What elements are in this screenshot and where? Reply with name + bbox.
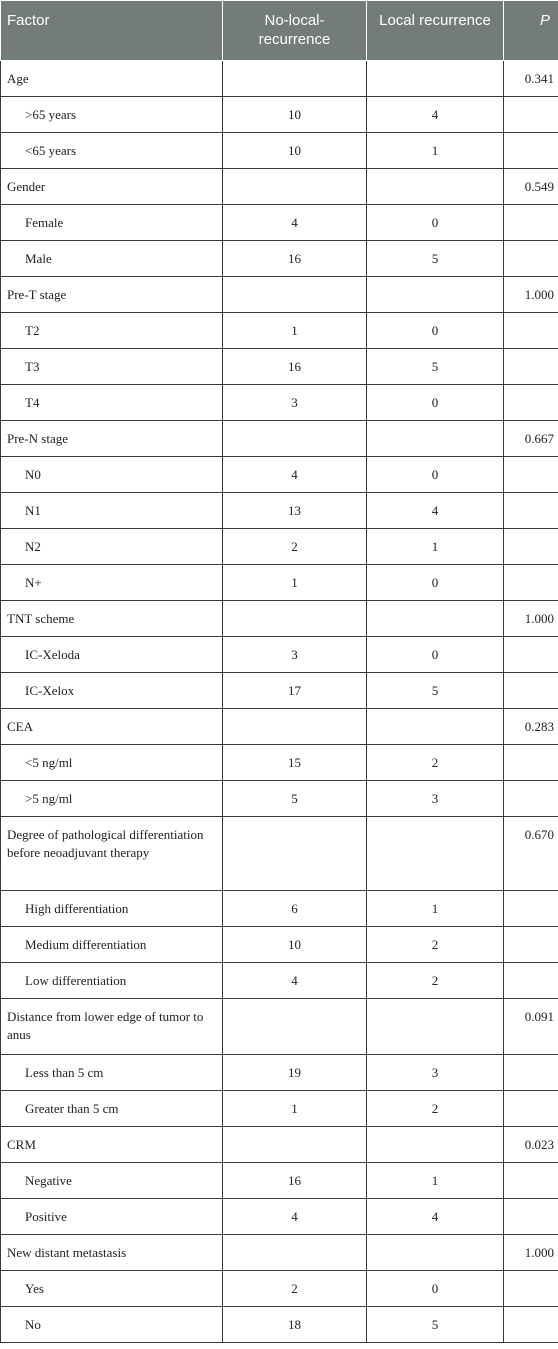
subcategory-label: <5 ng/ml (1, 745, 223, 781)
p-value: 0.023 (504, 1127, 558, 1163)
table-row (1, 241, 558, 277)
table-row (1, 673, 558, 709)
empty-cell (367, 421, 504, 457)
table-row (1, 1055, 558, 1091)
local-recurrence-count: 1 (367, 891, 504, 927)
subcategory-label: Positive (1, 1199, 223, 1235)
no-local-recurrence-count: 5 (223, 781, 367, 817)
factor-group-row (1, 169, 558, 205)
empty-cell (504, 241, 558, 277)
subcategory-label: N+ (1, 565, 223, 601)
empty-cell (223, 277, 367, 313)
table-row (1, 1163, 558, 1199)
no-local-recurrence-count: 2 (223, 1271, 367, 1307)
factor-group-row (1, 277, 558, 313)
factor-group-row (1, 1235, 558, 1271)
no-local-recurrence-count: 17 (223, 673, 367, 709)
local-recurrence-count: 0 (367, 385, 504, 421)
empty-cell (367, 709, 504, 745)
local-recurrence-count: 1 (367, 133, 504, 169)
no-local-recurrence-count: 16 (223, 1163, 367, 1199)
subcategory-label: N2 (1, 529, 223, 565)
table-row (1, 133, 558, 169)
p-value: 0.549 (504, 169, 558, 205)
empty-cell (367, 169, 504, 205)
p-value: 1.000 (504, 1235, 558, 1271)
factor-group-row (1, 601, 558, 637)
empty-cell (504, 1163, 558, 1199)
no-local-recurrence-count: 4 (223, 963, 367, 999)
empty-cell (367, 817, 504, 891)
local-recurrence-count: 5 (367, 241, 504, 277)
empty-cell (367, 1235, 504, 1271)
p-value: 0.341 (504, 61, 558, 97)
table-row (1, 529, 558, 565)
empty-cell (504, 97, 558, 133)
local-recurrence-count: 1 (367, 1163, 504, 1199)
subcategory-label: High differentiation (1, 891, 223, 927)
factor-label: Pre-T stage (1, 277, 223, 313)
subcategory-label: Low differentiation (1, 963, 223, 999)
empty-cell (223, 1235, 367, 1271)
local-recurrence-count: 4 (367, 1199, 504, 1235)
local-recurrence-count: 0 (367, 313, 504, 349)
empty-cell (223, 421, 367, 457)
subcategory-label: >65 years (1, 97, 223, 133)
factor-group-row (1, 817, 558, 891)
table-row (1, 97, 558, 133)
empty-cell (223, 601, 367, 637)
no-local-recurrence-count: 4 (223, 205, 367, 241)
no-local-recurrence-count: 16 (223, 349, 367, 385)
local-recurrence-count: 4 (367, 97, 504, 133)
empty-cell (504, 205, 558, 241)
table-row (1, 457, 558, 493)
no-local-recurrence-count: 4 (223, 1199, 367, 1235)
no-local-recurrence-count: 1 (223, 313, 367, 349)
subcategory-label: T4 (1, 385, 223, 421)
subcategory-label: Negative (1, 1163, 223, 1199)
table-row (1, 493, 558, 529)
empty-cell (504, 963, 558, 999)
factor-label: Age (1, 61, 223, 97)
subcategory-label: Yes (1, 1271, 223, 1307)
local-recurrence-count: 2 (367, 1091, 504, 1127)
empty-cell (504, 493, 558, 529)
no-local-recurrence-count: 18 (223, 1307, 367, 1343)
no-local-recurrence-count: 4 (223, 457, 367, 493)
no-local-recurrence-count: 10 (223, 133, 367, 169)
factor-group-row (1, 709, 558, 745)
subcategory-label: No (1, 1307, 223, 1343)
subcategory-label: Greater than 5 cm (1, 1091, 223, 1127)
empty-cell (504, 781, 558, 817)
no-local-recurrence-count: 1 (223, 565, 367, 601)
empty-cell (504, 133, 558, 169)
no-local-recurrence-count: 10 (223, 927, 367, 963)
subcategory-label: N0 (1, 457, 223, 493)
local-recurrence-count: 0 (367, 1271, 504, 1307)
no-local-recurrence-count: 10 (223, 97, 367, 133)
empty-cell (223, 817, 367, 891)
local-recurrence-count: 0 (367, 205, 504, 241)
empty-cell (367, 277, 504, 313)
no-local-recurrence-count: 6 (223, 891, 367, 927)
local-recurrence-count: 5 (367, 673, 504, 709)
no-local-recurrence-count: 3 (223, 637, 367, 673)
empty-cell (504, 1271, 558, 1307)
local-recurrence-count: 0 (367, 637, 504, 673)
local-recurrence-count: 1 (367, 529, 504, 565)
header-local-recurrence: Local recurrence (367, 1, 504, 61)
factor-label: Gender (1, 169, 223, 205)
local-recurrence-count: 0 (367, 457, 504, 493)
empty-cell (223, 999, 367, 1055)
table-row (1, 1307, 558, 1343)
no-local-recurrence-count: 15 (223, 745, 367, 781)
empty-cell (223, 709, 367, 745)
empty-cell (504, 385, 558, 421)
subcategory-label: Medium differentiation (1, 927, 223, 963)
subcategory-label: Less than 5 cm (1, 1055, 223, 1091)
empty-cell (504, 1091, 558, 1127)
empty-cell (504, 529, 558, 565)
table-row (1, 745, 558, 781)
table-body (1, 61, 558, 1343)
header-factor: Factor (1, 1, 223, 61)
local-recurrence-count: 2 (367, 963, 504, 999)
local-recurrence-count: 5 (367, 349, 504, 385)
table-row (1, 781, 558, 817)
empty-cell (367, 61, 504, 97)
local-recurrence-count: 5 (367, 1307, 504, 1343)
subcategory-label: >5 ng/ml (1, 781, 223, 817)
table-row (1, 891, 558, 927)
no-local-recurrence-count: 13 (223, 493, 367, 529)
table-row (1, 1271, 558, 1307)
p-value: 1.000 (504, 277, 558, 313)
empty-cell (504, 1307, 558, 1343)
no-local-recurrence-count: 16 (223, 241, 367, 277)
p-value: 1.000 (504, 601, 558, 637)
factor-label: CRM (1, 1127, 223, 1163)
empty-cell (504, 745, 558, 781)
table-row (1, 1199, 558, 1235)
table-row (1, 927, 558, 963)
factor-group-row (1, 999, 558, 1055)
empty-cell (504, 457, 558, 493)
subcategory-label: Female (1, 205, 223, 241)
local-recurrence-count: 2 (367, 745, 504, 781)
local-recurrence-count: 3 (367, 781, 504, 817)
subcategory-label: IC-Xelox (1, 673, 223, 709)
subcategory-label: N1 (1, 493, 223, 529)
table-header-row (1, 1, 558, 61)
empty-cell (367, 999, 504, 1055)
factor-group-row (1, 61, 558, 97)
subcategory-label: T3 (1, 349, 223, 385)
header-p-value: P (504, 1, 558, 61)
empty-cell (504, 313, 558, 349)
subcategory-label: Male (1, 241, 223, 277)
empty-cell (504, 637, 558, 673)
table-row (1, 385, 558, 421)
empty-cell (504, 349, 558, 385)
factor-group-row (1, 421, 558, 457)
factor-label: Degree of pathological differentiation before neoadjuvant therapy (1, 817, 223, 891)
empty-cell (223, 61, 367, 97)
local-recurrence-count: 2 (367, 927, 504, 963)
table-row (1, 1091, 558, 1127)
factor-group-row (1, 1127, 558, 1163)
factor-label: Distance from lower edge of tumor to anus (1, 999, 223, 1055)
empty-cell (223, 169, 367, 205)
p-value: 0.283 (504, 709, 558, 745)
empty-cell (504, 565, 558, 601)
factor-label: New distant metastasis (1, 1235, 223, 1271)
table-row (1, 565, 558, 601)
empty-cell (504, 927, 558, 963)
p-value: 0.091 (504, 999, 558, 1055)
empty-cell (223, 1127, 367, 1163)
no-local-recurrence-count: 2 (223, 529, 367, 565)
table-row (1, 637, 558, 673)
empty-cell (504, 1055, 558, 1091)
local-recurrence-count: 0 (367, 565, 504, 601)
empty-cell (367, 601, 504, 637)
factor-label: Pre-N stage (1, 421, 223, 457)
table-row (1, 963, 558, 999)
no-local-recurrence-count: 3 (223, 385, 367, 421)
subcategory-label: IC-Xeloda (1, 637, 223, 673)
local-recurrence-count: 4 (367, 493, 504, 529)
p-value: 0.667 (504, 421, 558, 457)
local-recurrence-count: 3 (367, 1055, 504, 1091)
p-value: 0.670 (504, 817, 558, 891)
header-no-local-recurrence: No-local-recurrence (223, 1, 367, 61)
table-row (1, 313, 558, 349)
table-row (1, 349, 558, 385)
no-local-recurrence-count: 1 (223, 1091, 367, 1127)
factor-label: CEA (1, 709, 223, 745)
subcategory-label: T2 (1, 313, 223, 349)
empty-cell (504, 891, 558, 927)
table-row (1, 205, 558, 241)
empty-cell (504, 673, 558, 709)
empty-cell (367, 1127, 504, 1163)
subcategory-label: <65 years (1, 133, 223, 169)
empty-cell (504, 1199, 558, 1235)
factor-label: TNT scheme (1, 601, 223, 637)
no-local-recurrence-count: 19 (223, 1055, 367, 1091)
